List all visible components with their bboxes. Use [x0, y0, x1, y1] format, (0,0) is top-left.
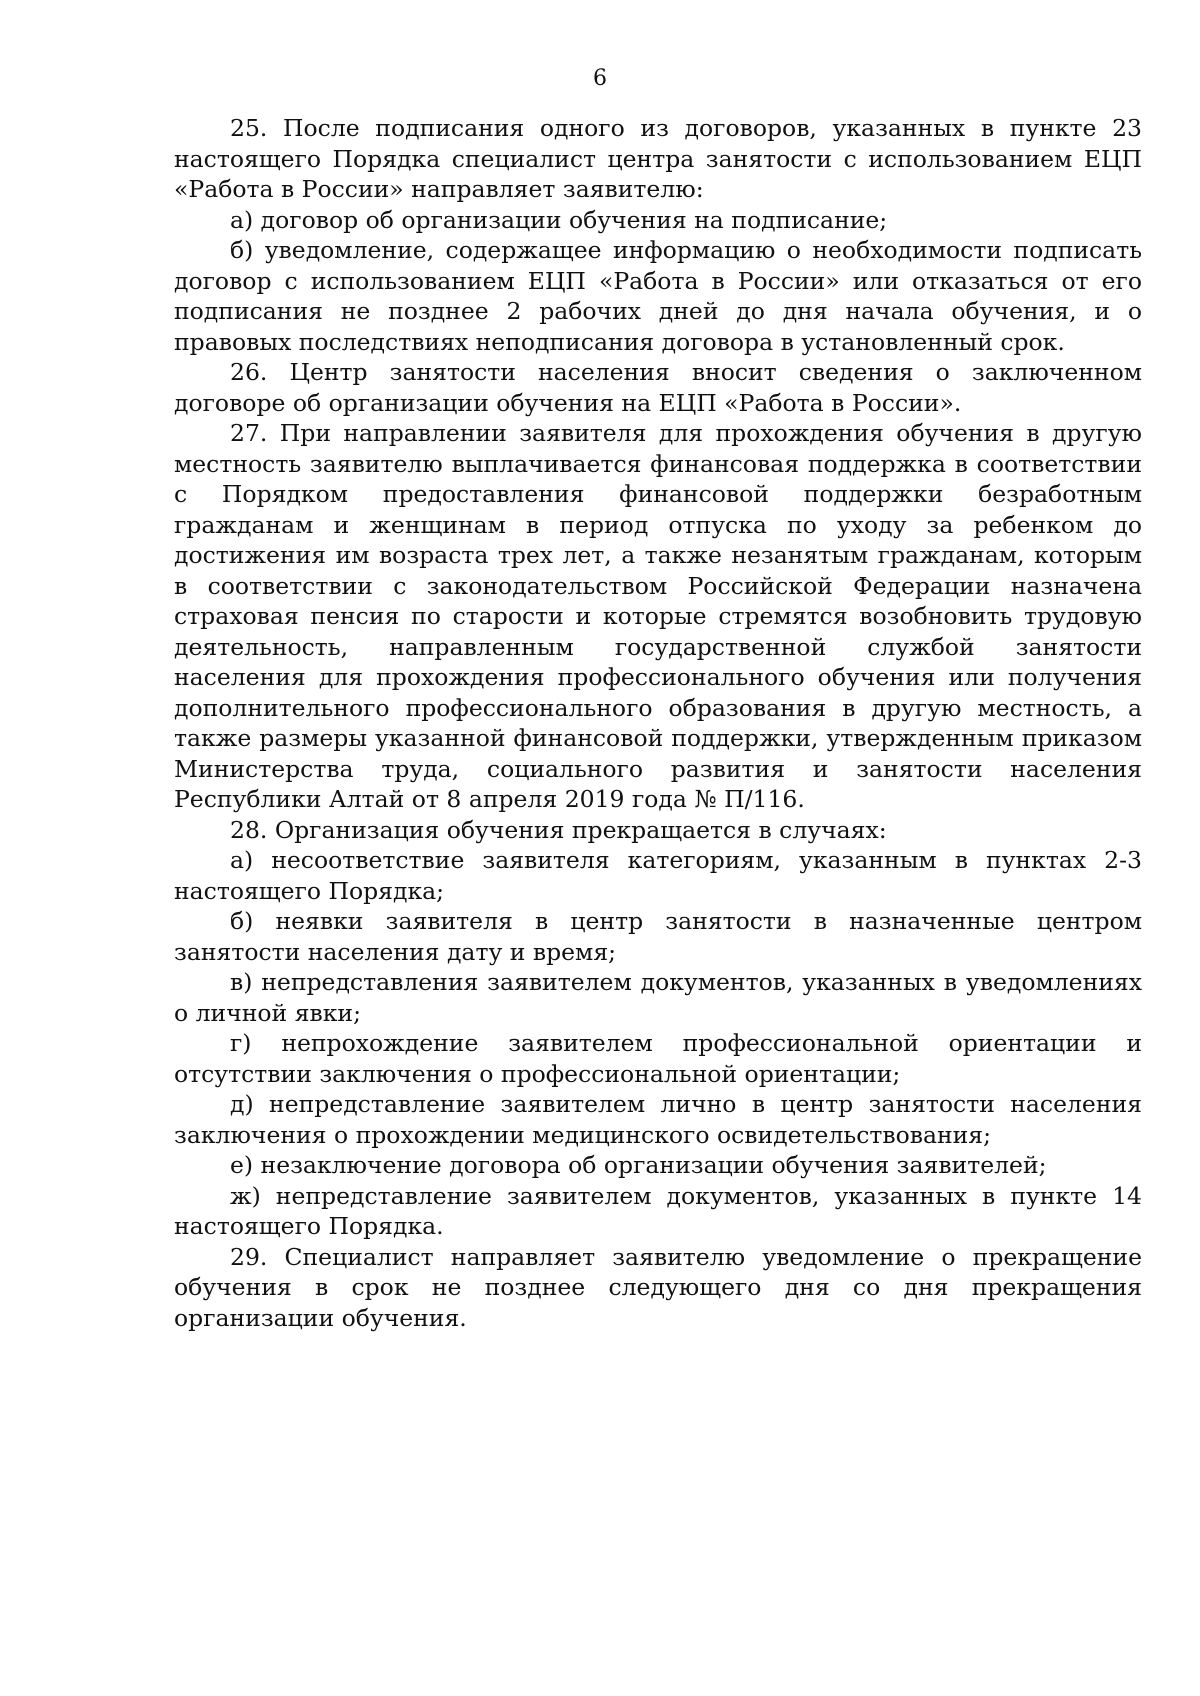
page-number: 6	[593, 66, 607, 91]
paragraph-25-item-a: а) договор об организации обучения на подписание;	[230, 205, 888, 234]
document-body	[174, 113, 1142, 1333]
paragraph-28-item-a: а) несоответствие заявителя категориям, указанным в пунктах 2-3 настоящего Порядка;	[174, 846, 1142, 905]
paragraph-28-item-d: д) непредставление заявителем лично в центр занятости населения заключения о прохождении медицинского освидетельствования;	[174, 1090, 1142, 1149]
paragraph-28: 28. Организация обучения прекращается в случаях:	[230, 815, 887, 844]
paragraph-28-item-zh: ж) непредставление заявителем документов, указанных в пункте 14 настоящего Порядка.	[174, 1181, 1142, 1240]
paragraph-25-item-b: б) уведомление, содержащее информацию о необходимости подписать договор с использованием ЕЦП «Работа в России» или отказаться от его подписания не позднее 2 рабочих дней до дня начала обучения, и о правовых последствиях неподписания договора в установленный срок.	[174, 236, 1142, 356]
paragraph-29: 29. Специалист направляет заявителю уведомление о прекращение обучения в срок не позднее следующего дня со дня прекращения организации обучения.	[174, 1242, 1142, 1332]
paragraph-27: 27. При направлении заявителя для прохождения обучения в другую местность заявителю выплачивается финансовая поддержка в соответствии с Порядком предоставления финансовой поддержки безработным гражданам и женщинам в период отпуска по уходу за ребенком до достижения им возраста трех лет, а также незанятым гражданам, которым в соответствии с законодательством Российской Федерации назначена страховая пенсия по старости и которые стремятся возобновить трудовую деятельность, направленным государственной службой занятости населения для прохождения профессионального обучения или получения дополнительного профессионального образования в другую местность, а также размеры указанной финансовой поддержки, утвержденным приказом Министерства труда, социального развития и занятости населения Республики Алтай от 8 апреля 2019 года № П/116.	[174, 419, 1142, 813]
paragraph-26: 26. Центр занятости населения вносит сведения о заключенном договоре об организации обучения на ЕЦП «Работа в России».	[174, 358, 1142, 417]
paragraph-28-item-g: г) непрохождение заявителем профессиональной ориентации и отсутствии заключения о профессиональной ориентации;	[174, 1029, 1142, 1088]
paragraph-28-item-e: е) незаключение договора об организации обучения заявителей;	[230, 1151, 1047, 1179]
paragraph-28-item-v: в) непредставления заявителем документов, указанных в уведомлениях о личной явки;	[174, 968, 1142, 1027]
paragraph-28-item-b: б) неявки заявителя в центр занятости в назначенные центром занятости населения дату и время;	[174, 907, 1142, 966]
paragraph-25: 25. После подписания одного из договоров, указанных в пункте 23 настоящего Порядка специалист центра занятости с использованием ЕЦП «Работа в России» направляет заявителю:	[174, 114, 1142, 203]
